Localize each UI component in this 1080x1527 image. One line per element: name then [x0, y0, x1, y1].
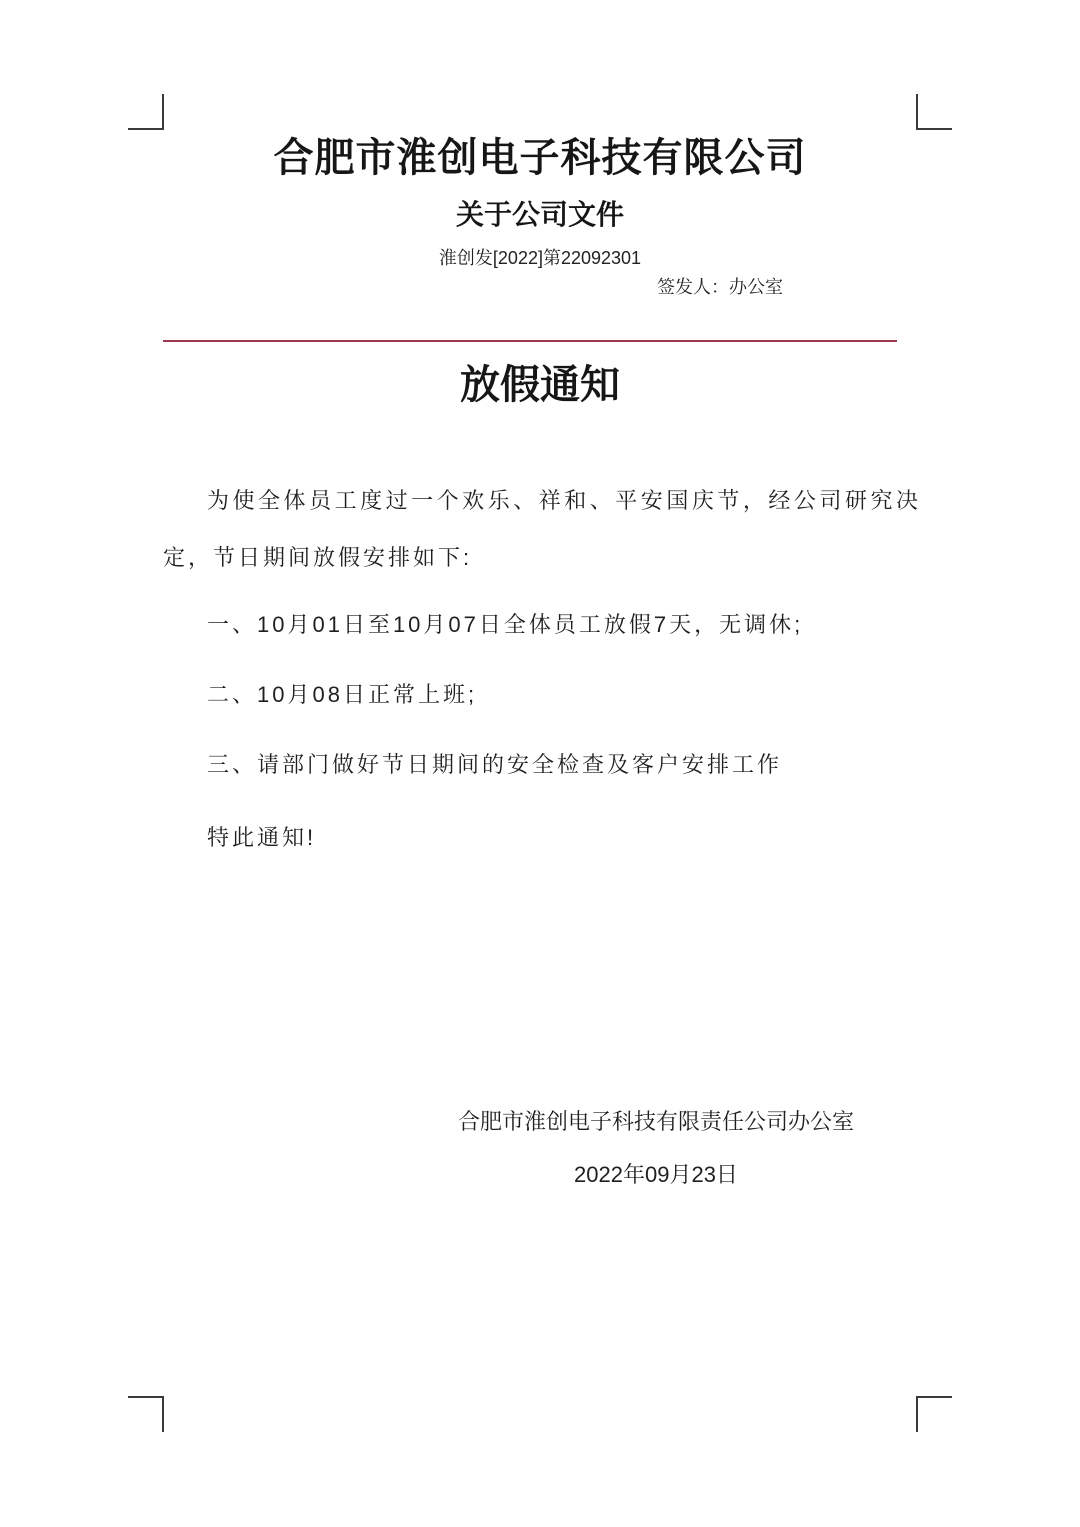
document-type-subtitle: 关于公司文件 — [455, 199, 624, 230]
notice-closing: 特此通知! — [207, 825, 317, 850]
notice-item-2: 二、10月08日正常上班; — [207, 682, 478, 707]
notice-intro-paragraph: 为使全体员工度过一个欢乐、祥和、平安国庆节，经公司研究决定，节日期间放假安排如下: — [163, 488, 921, 570]
crop-mark-bottom-right-icon — [916, 1396, 952, 1432]
notice-title: 放假通知 — [460, 363, 620, 407]
crop-mark-top-right-icon — [916, 94, 952, 130]
header-divider-line — [163, 340, 897, 342]
signature-organization: 合肥市淮创电子科技有限责任公司办公室 — [457, 1109, 854, 1134]
crop-mark-bottom-left-icon — [128, 1396, 164, 1432]
signature-date: 2022年09月23日 — [574, 1162, 738, 1187]
issuer-line: 签发人：办公室 — [657, 277, 783, 297]
company-name-title: 合肥市淮创电子科技有限公司 — [273, 136, 807, 180]
notice-item-3: 三、请部门做好节日期间的安全检查及客户安排工作 — [207, 752, 783, 777]
crop-mark-top-left-icon — [128, 94, 164, 130]
notice-item-1: 一、10月01日至10月07日全体员工放假7天，无调休; — [207, 612, 804, 637]
document-number: 淮创发[2022]第22092301 — [438, 248, 642, 268]
